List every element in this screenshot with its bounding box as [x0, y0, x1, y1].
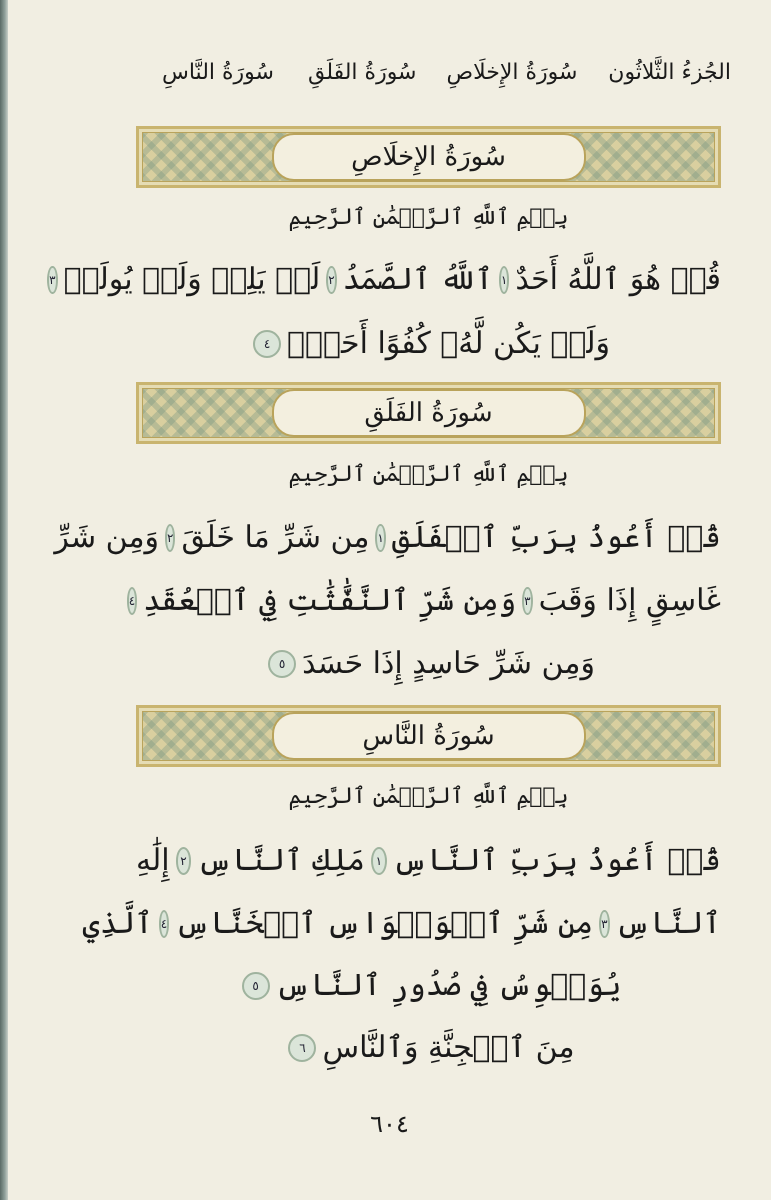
verse-text: وَمِن شَرِّ حَاسِدٍ إِذَا حَسَدَ: [302, 646, 595, 681]
verse-text: إِلَٰهِ: [136, 843, 170, 878]
ayah-marker: ١: [499, 266, 509, 294]
page-number: ٦٠٤: [370, 1110, 409, 1138]
page-header: [128, 52, 731, 92]
ayah-marker: ٥: [268, 650, 296, 678]
ayah-marker: ٤: [159, 910, 169, 938]
ayah-marker: ٢: [326, 266, 336, 294]
verse-text: يُوَسۡوِسُ فِي صُدُورِ ٱلنَّاسِ: [275, 968, 622, 1003]
basmala: بِسۡمِ ٱللَّهِ ٱلرَّحۡمَٰنِ ٱلرَّحِيمِ: [288, 205, 569, 230]
mushaf-page: [8, 0, 771, 1200]
ayah-marker: ٤: [127, 587, 137, 615]
basmala: بِسۡمِ ٱللَّهِ ٱلرَّحۡمَٰنِ ٱلرَّحِيمِ: [288, 784, 569, 809]
verse-text: ٱلنَّاسِ: [615, 906, 721, 941]
verse-text: مِن شَرِّ مَا خَلَقَ: [181, 520, 370, 555]
verse-line: [136, 646, 721, 681]
surah-title-ikhlas: سُورَةُ الإِخلَاصِ: [272, 133, 586, 181]
ayah-marker: ٢: [165, 524, 175, 552]
verse-text: وَمِن شَرِّ ٱلنَّفَّٰثَٰتِ فِي ٱلۡعُقَدِ: [143, 583, 517, 618]
verse-line: [54, 520, 721, 555]
verse-text: وَمِن شَرِّ: [54, 520, 160, 555]
ayah-marker: ٥: [242, 972, 270, 1000]
surah-banner-falaq: [136, 382, 721, 444]
verse-line: [49, 262, 721, 297]
ayah-marker: ٣: [599, 910, 609, 938]
header-surah-nas: سُورَةُ النَّاسِ: [162, 59, 274, 85]
ayah-marker: ٦: [288, 1034, 316, 1062]
surah-title-nas: سُورَةُ النَّاسِ: [272, 712, 586, 760]
verse-text: قُلۡ هُوَ ٱللَّهُ أَحَدٌ: [515, 262, 721, 297]
verse-text: ٱللَّهُ ٱلصَّمَدُ: [342, 262, 493, 297]
verse-line: [136, 968, 721, 1003]
surah-banner-nas: [136, 705, 721, 767]
verse-line: [136, 1030, 721, 1065]
juz-label: الجُزءُ الثَّلاثُون: [608, 59, 731, 85]
basmala: بِسۡمِ ٱللَّهِ ٱلرَّحۡمَٰنِ ٱلرَّحِيمِ: [288, 462, 569, 487]
verse-text: غَاسِقٍ إِذَا وَقَبَ: [538, 583, 721, 618]
ayah-marker: ٤: [253, 330, 281, 358]
header-surah-ikhlas: سُورَةُ الإِخلَاصِ: [446, 59, 578, 85]
verse-line: [128, 583, 721, 618]
verse-text: مِنَ ٱلۡجِنَّةِ وَٱلنَّاسِ: [322, 1030, 575, 1065]
verse-text: لَمۡ يَلِدۡ وَلَمۡ يُولَدۡ: [63, 262, 321, 297]
ayah-marker: ١: [375, 524, 385, 552]
verse-text: مِن شَرِّ ٱلۡوَسۡوَاسِ ٱلۡخَنَّاسِ: [175, 906, 594, 941]
page-edge: [0, 0, 8, 1200]
ayah-marker: ٣: [522, 587, 532, 615]
ayah-marker: ١: [371, 847, 387, 875]
verse-text: ٱلَّذِي: [82, 906, 153, 941]
header-surah-falaq: سُورَةُ الفَلَقِ: [307, 59, 417, 85]
verse-text: وَلَمۡ يَكُن لَّهُۥ كُفُوًا أَحَدُۢ: [287, 326, 610, 361]
surah-title-falaq: سُورَةُ الفَلَقِ: [272, 389, 586, 437]
surah-banner-ikhlas: [136, 126, 721, 188]
ayah-marker: ٣: [47, 266, 57, 294]
verse-text: قُلۡ أَعُوذُ بِرَبِّ ٱلۡفَلَقِ: [391, 520, 721, 555]
verse-text: قُلۡ أَعُوذُ بِرَبِّ ٱلنَّاسِ: [392, 843, 721, 878]
verse-line: [82, 906, 721, 941]
verse-line: [136, 843, 721, 878]
ayah-marker: ٢: [176, 847, 192, 875]
verse-line: [136, 326, 721, 361]
verse-text: مَلِكِ ٱلنَّاسِ: [197, 843, 366, 878]
